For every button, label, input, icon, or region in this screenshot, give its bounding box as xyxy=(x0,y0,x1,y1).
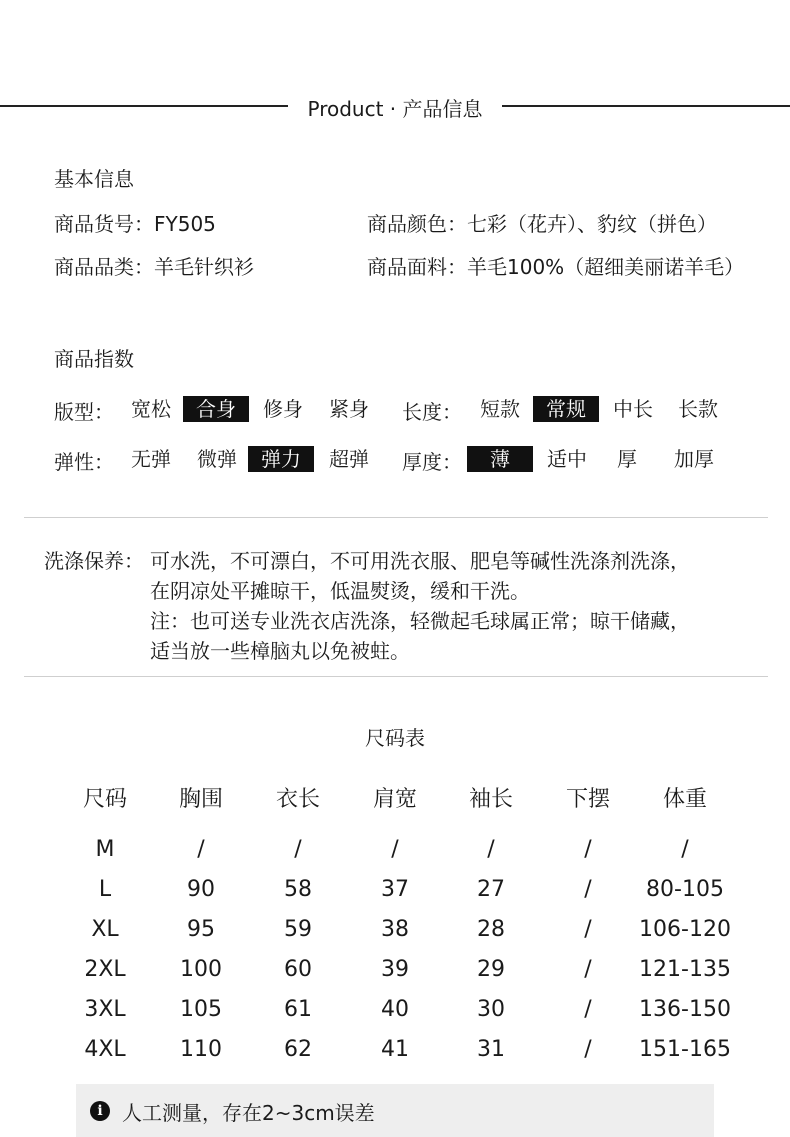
size-table-cell: 29 xyxy=(477,957,505,982)
size-table-cell: 30 xyxy=(477,997,505,1022)
size-table-cell: 4XL xyxy=(84,1037,126,1062)
size-table-cell: 151-165 xyxy=(639,1037,731,1062)
size-table-cell: 41 xyxy=(381,1037,409,1062)
divider-bottom xyxy=(24,676,768,677)
size-table-cell: 110 xyxy=(180,1037,222,1062)
length-option: 长款 xyxy=(678,397,718,421)
elasticity-option: 超弹 xyxy=(329,447,369,471)
size-table-cell: 59 xyxy=(284,917,312,942)
care-line: 注：也可送专业洗衣店洗涤，轻微起毛球属正常；晾干储藏， xyxy=(150,609,690,633)
size-table-cell: / xyxy=(294,837,302,862)
thickness-option: 适中 xyxy=(547,447,587,471)
thickness-option: 厚 xyxy=(617,447,637,471)
size-table-cell: XL xyxy=(91,917,119,942)
size-table-cell: 60 xyxy=(284,957,312,982)
size-table-cell: L xyxy=(98,877,112,902)
size-table-cell: 28 xyxy=(477,917,505,942)
size-table-cell: M xyxy=(95,837,115,862)
length-option: 短款 xyxy=(480,397,520,421)
care-line: 适当放一些樟脑丸以免被蛀。 xyxy=(150,639,410,663)
size-table-cell: 95 xyxy=(187,917,215,942)
size-table-cell: / xyxy=(584,957,592,982)
care-label: 洗涤保养： xyxy=(44,549,144,573)
size-table-cell: / xyxy=(584,997,592,1022)
size-table-title: 尺码表 xyxy=(365,726,425,750)
size-table-cell: 3XL xyxy=(84,997,126,1022)
elasticity-label: 弹性： xyxy=(54,450,114,474)
size-table-cell: 80-105 xyxy=(646,877,724,902)
product-color: 商品颜色：七彩（花卉）、豹纹（拼色） xyxy=(367,212,717,236)
size-table-cell: / xyxy=(584,877,592,902)
size-table-header: 体重 xyxy=(662,787,707,812)
size-table-cell: 105 xyxy=(180,997,222,1022)
fit-label: 版型： xyxy=(54,400,114,424)
care-line: 可水洗，不可漂白，不可用洗衣服、肥皂等碱性洗涤剂洗涤， xyxy=(150,549,690,573)
size-table-header: 肩宽 xyxy=(372,787,417,812)
length-option: 中长 xyxy=(613,397,653,421)
elasticity-option: 弹力 xyxy=(248,446,314,472)
section-title-product: Product · 产品信息 xyxy=(307,97,483,121)
thickness-option: 加厚 xyxy=(674,447,714,471)
thickness-option: 薄 xyxy=(467,446,533,472)
size-table-cell: / xyxy=(584,837,592,862)
size-table-cell: 31 xyxy=(477,1037,505,1062)
note-text: 人工测量，存在2~3cm误差 xyxy=(122,1101,375,1125)
elasticity-option: 微弹 xyxy=(197,447,237,471)
size-table-cell: 58 xyxy=(284,877,312,902)
care-line: 在阴凉处平摊晾干，低温熨烫，缓和干洗。 xyxy=(150,579,530,603)
fit-option: 宽松 xyxy=(131,397,171,421)
size-table-header: 下摆 xyxy=(565,787,610,812)
fit-option: 合身 xyxy=(183,396,249,422)
length-option: 常规 xyxy=(533,396,599,422)
product-sku: 商品货号：FY505 xyxy=(54,212,216,236)
size-table-cell: 106-120 xyxy=(639,917,731,942)
size-table-cell: 62 xyxy=(284,1037,312,1062)
size-table-cell: 27 xyxy=(477,877,505,902)
size-table-header: 尺码 xyxy=(82,787,127,812)
size-table-header: 袖长 xyxy=(468,787,513,812)
size-table-cell: 61 xyxy=(284,997,312,1022)
basic-info-title: 基本信息 xyxy=(54,167,134,191)
size-table-cell: 39 xyxy=(381,957,409,982)
size-table-cell: / xyxy=(391,837,399,862)
size-table-cell: / xyxy=(584,917,592,942)
size-table-cell: / xyxy=(197,837,205,862)
size-table-cell: 121-135 xyxy=(639,957,731,982)
size-table-cell: 136-150 xyxy=(639,997,731,1022)
size-table-cell: / xyxy=(487,837,495,862)
fit-option: 紧身 xyxy=(329,397,369,421)
elasticity-option: 无弹 xyxy=(131,447,171,471)
info-icon: i xyxy=(90,1101,110,1121)
length-label: 长度： xyxy=(402,400,462,424)
thickness-label: 厚度： xyxy=(402,450,462,474)
size-table-cell: 38 xyxy=(381,917,409,942)
divider-top xyxy=(24,517,768,518)
product-index-title: 商品指数 xyxy=(54,347,134,371)
size-table-cell: / xyxy=(681,837,689,862)
header-rule-right xyxy=(502,105,790,107)
product-category: 商品品类：羊毛针织衫 xyxy=(54,255,254,279)
size-table-cell: / xyxy=(584,1037,592,1062)
size-table-header: 胸围 xyxy=(178,787,223,812)
product-fabric: 商品面料：羊毛100%（超细美丽诺羊毛） xyxy=(367,255,745,279)
fit-option: 修身 xyxy=(263,397,303,421)
size-table-cell: 37 xyxy=(381,877,409,902)
size-table-header: 衣长 xyxy=(275,787,320,812)
size-table-cell: 100 xyxy=(180,957,222,982)
size-table-cell: 40 xyxy=(381,997,409,1022)
size-table-cell: 2XL xyxy=(84,957,126,982)
size-table-cell: 90 xyxy=(187,877,215,902)
